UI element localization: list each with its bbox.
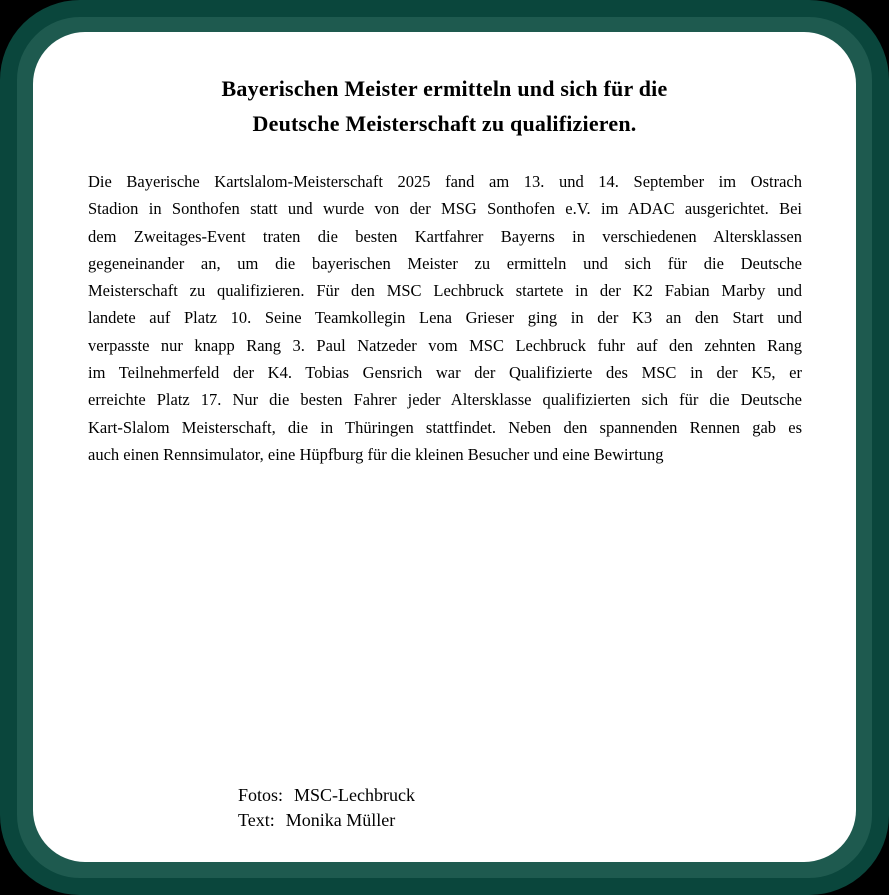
body-line: dem Zweitages-Event traten die besten Kartfahrer Bayerns in verschiedenen Altersklassen bbox=[88, 226, 802, 246]
article-title-line-1: Bayerischen Meister ermitteln und sich für die bbox=[221, 76, 668, 101]
credit-text-label: Text: bbox=[238, 810, 275, 830]
credit-photos bbox=[238, 783, 415, 808]
article-title bbox=[0, 71, 889, 141]
body-line: Meisterschaft zu qualifizieren. Für den MSC Lechbruck startete in der K2 Fabian Marby und bbox=[88, 281, 802, 301]
credit-text-value: Monika Müller bbox=[285, 810, 396, 830]
body-line: auch einen Rennsimulator, eine Hüpfburg für die kleinen Besucher und eine Bewirtung bbox=[88, 444, 664, 464]
body-line: Stadion in Sonthofen statt und wurde von der MSG Sonthofen e.V. im ADAC ausgerichtet. Bei bbox=[88, 199, 802, 219]
credits-block bbox=[238, 783, 415, 833]
article-body bbox=[88, 168, 802, 468]
body-line: verpasste nur knapp Rang 3. Paul Natzeder vom MSC Lechbruck fuhr auf den zehnten Rang bbox=[88, 335, 802, 355]
credit-photos-value: MSC-Lechbruck bbox=[294, 785, 416, 805]
credit-photos-label: Fotos: bbox=[238, 785, 284, 805]
body-line: im Teilnehmerfeld der K4. Tobias Gensrich war der Qualifizierte des MSC in der K5, er bbox=[88, 363, 802, 383]
article-title-line-2: Deutsche Meisterschaft zu qualifizieren. bbox=[252, 111, 637, 136]
body-line: Die Bayerische Kartslalom-Meisterschaft 2025 fand am 13. und 14. September im Ostrach bbox=[88, 172, 802, 191]
body-line: Kart-Slalom Meisterschaft, die in Thüringen stattfindet. Neben den spannenden Rennen gab es bbox=[88, 417, 802, 437]
body-line: erreichte Platz 17. Nur die besten Fahrer jeder Altersklasse qualifizierten sich für die Deutsche bbox=[88, 390, 802, 410]
body-line: gegeneinander an, um die bayerischen Meister zu ermitteln und sich für die Deutsche bbox=[88, 253, 802, 273]
body-line: landete auf Platz 10. Seine Teamkollegin Lena Grieser ging in der K3 an den Start und bbox=[88, 308, 802, 328]
credit-text bbox=[238, 808, 415, 833]
